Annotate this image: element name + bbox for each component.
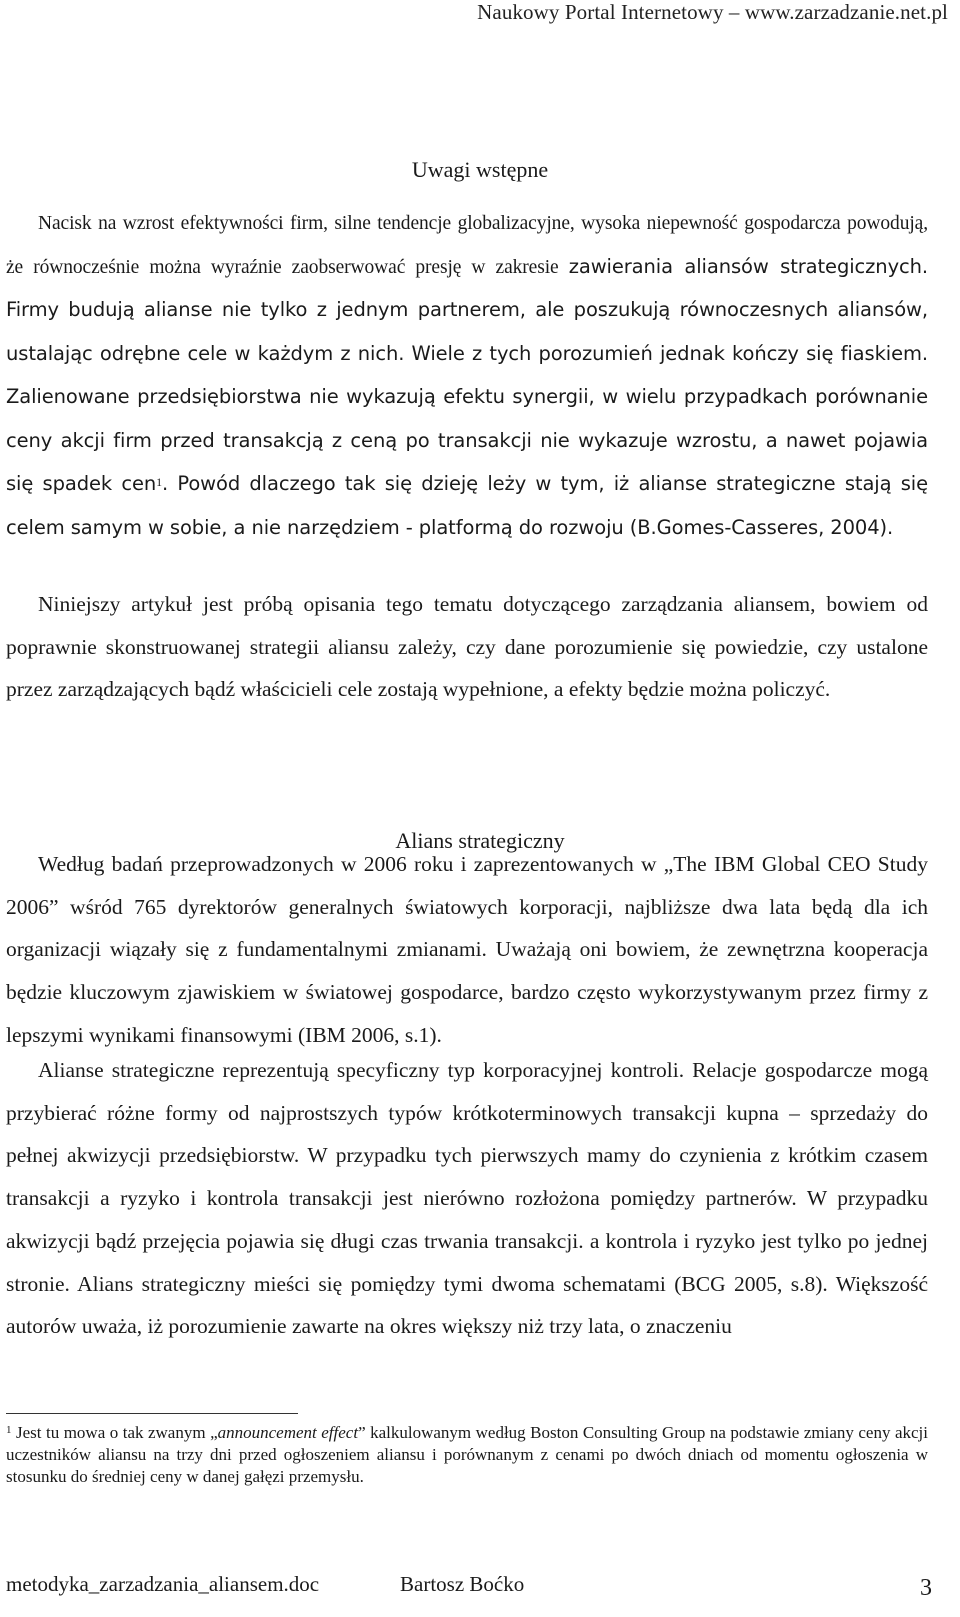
paragraph-intro-body: zawierania aliansów strategicznych. Firmy budują alianse nie tylko z jednym partnerem, ale poszukują równoczesnych aliansów, ustalając odrębne cele w każdym z nich. Wiele z tych porozumień jednak kończy się fiaskiem. Zalienowane przedsiębiorstwa nie wykazują efektu synergii, w wielu przypadkach porównanie ceny akcji firm przed transakcją z ceną po transakcji nie wykazuje wzrostu, a nawet pojawia się spadek cen — [6, 254, 928, 495]
footer-author: Bartosz Boćko — [400, 1572, 525, 1596]
page-header: Naukowy Portal Internetowy – www.zarzadzanie.net.pl — [477, 0, 948, 24]
paragraph-intro-lead: Nacisk na wzrost efektywności firm, silne tendencje globalizacyjne, wysoka niepewność gospodarcza powodują, że równocześnie można wyraźnie zaobserwować presję w zakresie — [6, 213, 928, 278]
paragraph-intro — [6, 203, 928, 550]
paragraph-intro-tail: . Powód dlaczego tak się dzieję leży w tym, iż alianse strategiczne stają się celem samym w sobie, a nie narzędziem - platformą do rozwoju (B.Gomes-Casseres, 2004). — [6, 472, 928, 539]
page-number: 3 — [920, 1575, 932, 1601]
paragraph-alliances: Alianse strategiczne reprezentują specyficzny typ korporacyjnej kontroli. Relacje gospodarcze mogą przybierać różne formy od najprostszych typów krótkoterminowych transakcji kupna – sprzedaży do pełnej akwizycji przedsiębiorstw. W przypadku tych pierwszych mamy do czynienia z krótkim czasem transakcji a ryzyko i kontrola transakcji jest nierówno rozłożona pomiędzy partnerów. W przypadku akwizycji bądź przejęcia pojawia się długi czas trwania transakcji. a kontrola i ryzyko jest tylko po jednej stronie. Alians strategiczny mieści się pomiędzy tymi dwoma schematami (BCG 2005, s.8). Większość autorów uważa, iż porozumienie zawarte na okres większy niż trzy lata, o znaczeniu — [6, 1058, 928, 1339]
footnote-text-before: Jest tu mowa o tak zwanym „ — [11, 1423, 218, 1442]
footnote-ref: 1 — [156, 475, 163, 489]
footnote-text-after: ” kalkulowanym według Boston Consulting Group na podstawie zmiany ceny akcji uczestników aliansu na trzy dni przed ogłoszeniem aliansu i porównanym z cenami po dwóch dniach od momentu ogłoszenia w stosunku do średniej ceny w danej gałęzi przemysłu. — [6, 1423, 928, 1486]
footnote-number: 1 — [6, 1424, 12, 1436]
footer-filename: metodyka_zarzadzania_aliansem.doc — [6, 1572, 320, 1596]
section-heading-uwagi: Uwagi wstępne — [411, 157, 549, 182]
section-heading-alians: Alians strategiczny — [395, 828, 565, 853]
footnote — [6, 1422, 928, 1488]
paragraph-ibm-study: Według badań przeprowadzonych w 2006 roku i zaprezentowanych w „The IBM Global CEO Study 2006” wśród 765 dyrektorów generalnych światowych korporacji, najbliższe dwa lata będą dla ich organizacji wiązały się z fundamentalnymi zmianami. Uważają oni bowiem, że zewnętrzna kooperacja będzie kluczowym zjawiskiem w światowej gospodarce, bardzo często wykorzystywanym przez firmy z lepszymi wynikami finansowymi (IBM 2006, s.1). — [6, 852, 928, 1047]
footnote-emphasis: announcement effect — [217, 1423, 359, 1442]
paragraph-article-goal: Niniejszy artykuł jest próbą opisania tego tematu dotyczącego zarządzania aliansem, bowiem od poprawnie skonstruowanej strategii aliansu zależy, czy dane porozumienie się powiedzie, czy ustalone przez zarządzających bądź właścicieli cele zostają wypełnione, a efekty będzie można policzyć. — [6, 592, 928, 702]
footnote-divider — [6, 1413, 298, 1414]
